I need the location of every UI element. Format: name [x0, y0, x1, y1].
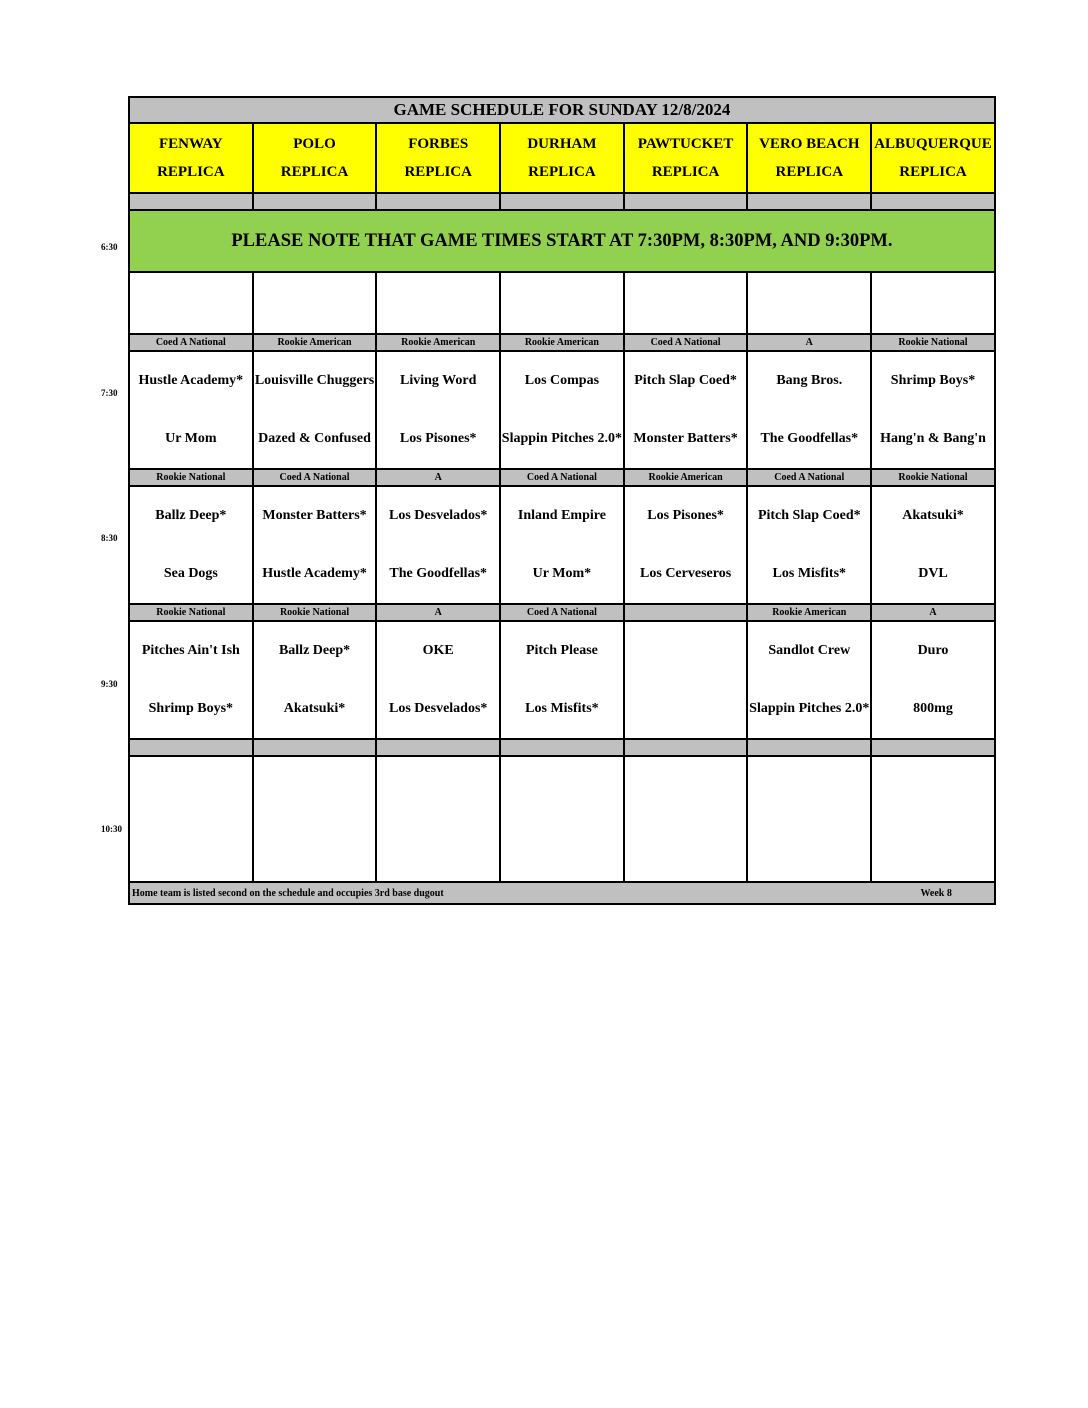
- field-header-row: [129, 123, 995, 193]
- division-label: [624, 604, 748, 621]
- away-team: Inland Empire: [500, 486, 624, 545]
- time-label: 9:30: [101, 679, 118, 689]
- division-row: [129, 469, 995, 486]
- away-team: Duro: [871, 621, 995, 680]
- home-team: 800mg: [871, 680, 995, 739]
- division-label: Coed A National: [500, 604, 624, 621]
- time-label: 6:30: [101, 242, 118, 252]
- division-label: Coed A National: [747, 469, 871, 486]
- away-team: Hustle Academy*: [129, 351, 253, 410]
- home-team: The Goodfellas*: [747, 410, 871, 469]
- home-team: Dazed & Confused: [253, 410, 377, 469]
- away-team: Pitches Ain't Ish: [129, 621, 253, 680]
- away-team: Louisville Chuggers: [253, 351, 377, 410]
- home-team-row: [129, 545, 995, 604]
- time-label: 10:30: [101, 824, 122, 834]
- division-label: Rookie American: [624, 469, 748, 486]
- away-team: Ballz Deep*: [253, 621, 377, 680]
- field-header: POLO REPLICA: [253, 123, 377, 193]
- division-label: A: [376, 469, 500, 486]
- home-team-row: [129, 680, 995, 739]
- away-team: Living Word: [376, 351, 500, 410]
- away-team: [624, 621, 748, 680]
- division-label: Rookie American: [500, 334, 624, 351]
- home-team-row: [129, 410, 995, 469]
- home-team: Los Misfits*: [747, 545, 871, 604]
- time-label: 7:30: [101, 388, 118, 398]
- away-team: Los Pisones*: [624, 486, 748, 545]
- division-label: Rookie National: [129, 604, 253, 621]
- division-label: Rookie National: [129, 469, 253, 486]
- spacer-row: [129, 739, 995, 756]
- division-row: [129, 334, 995, 351]
- division-label: Rookie American: [376, 334, 500, 351]
- field-header: ALBUQUERQUE REPLICA: [871, 123, 995, 193]
- empty-slot-row: [129, 756, 995, 882]
- division-label: A: [871, 604, 995, 621]
- away-team: Monster Batters*: [253, 486, 377, 545]
- division-label: Coed A National: [624, 334, 748, 351]
- away-team: Pitch Slap Coed*: [747, 486, 871, 545]
- away-team: Pitch Slap Coed*: [624, 351, 748, 410]
- away-team: Bang Bros.: [747, 351, 871, 410]
- home-team: Los Misfits*: [500, 680, 624, 739]
- away-team: Sandlot Crew: [747, 621, 871, 680]
- division-label: Rookie American: [253, 334, 377, 351]
- game-times-note: PLEASE NOTE THAT GAME TIMES START AT 7:30PM, 8:30PM, AND 9:30PM.: [129, 210, 995, 272]
- week-label: Week 8: [920, 887, 952, 899]
- schedule-table: [128, 96, 996, 905]
- field-header: VERO BEACH REPLICA: [747, 123, 871, 193]
- away-team: Ballz Deep*: [129, 486, 253, 545]
- away-team: OKE: [376, 621, 500, 680]
- field-header: FENWAY REPLICA: [129, 123, 253, 193]
- away-team: Los Compas: [500, 351, 624, 410]
- home-team: Slappin Pitches 2.0*: [500, 410, 624, 469]
- home-team: Los Desvelados*: [376, 680, 500, 739]
- division-label: Coed A National: [253, 469, 377, 486]
- home-team-note: Home team is listed second on the schedule and occupies 3rd base dugout: [132, 887, 444, 899]
- home-team: Los Cerveseros: [624, 545, 748, 604]
- field-header: DURHAM REPLICA: [500, 123, 624, 193]
- home-team: Monster Batters*: [624, 410, 748, 469]
- home-team: Ur Mom*: [500, 545, 624, 604]
- field-header: FORBES REPLICA: [376, 123, 500, 193]
- division-label: Rookie National: [871, 469, 995, 486]
- home-team: Akatsuki*: [253, 680, 377, 739]
- spacer-row: [129, 193, 995, 210]
- away-team-row: [129, 351, 995, 410]
- home-team: Los Pisones*: [376, 410, 500, 469]
- home-team: Hustle Academy*: [253, 545, 377, 604]
- home-team: Hang'n & Bang'n: [871, 410, 995, 469]
- away-team: Shrimp Boys*: [871, 351, 995, 410]
- home-team: Slappin Pitches 2.0*: [747, 680, 871, 739]
- away-team-row: [129, 621, 995, 680]
- time-label: 8:30: [101, 533, 118, 543]
- home-team: DVL: [871, 545, 995, 604]
- division-label: A: [747, 334, 871, 351]
- home-team: Shrimp Boys*: [129, 680, 253, 739]
- division-label: Rookie National: [253, 604, 377, 621]
- footer: [129, 882, 995, 904]
- field-header: PAWTUCKET REPLICA: [624, 123, 748, 193]
- away-team-row: [129, 486, 995, 545]
- schedule-title: GAME SCHEDULE FOR SUNDAY 12/8/2024: [129, 97, 995, 123]
- division-label: A: [376, 604, 500, 621]
- division-label: Coed A National: [500, 469, 624, 486]
- away-team: Pitch Please: [500, 621, 624, 680]
- empty-slot-row: [129, 272, 995, 334]
- home-team: The Goodfellas*: [376, 545, 500, 604]
- time-column: [0, 0, 128, 1000]
- division-label: Rookie American: [747, 604, 871, 621]
- division-label: Rookie National: [871, 334, 995, 351]
- away-team: Los Desvelados*: [376, 486, 500, 545]
- home-team: Sea Dogs: [129, 545, 253, 604]
- away-team: Akatsuki*: [871, 486, 995, 545]
- home-team: Ur Mom: [129, 410, 253, 469]
- division-row: [129, 604, 995, 621]
- division-label: Coed A National: [129, 334, 253, 351]
- home-team: [624, 680, 748, 739]
